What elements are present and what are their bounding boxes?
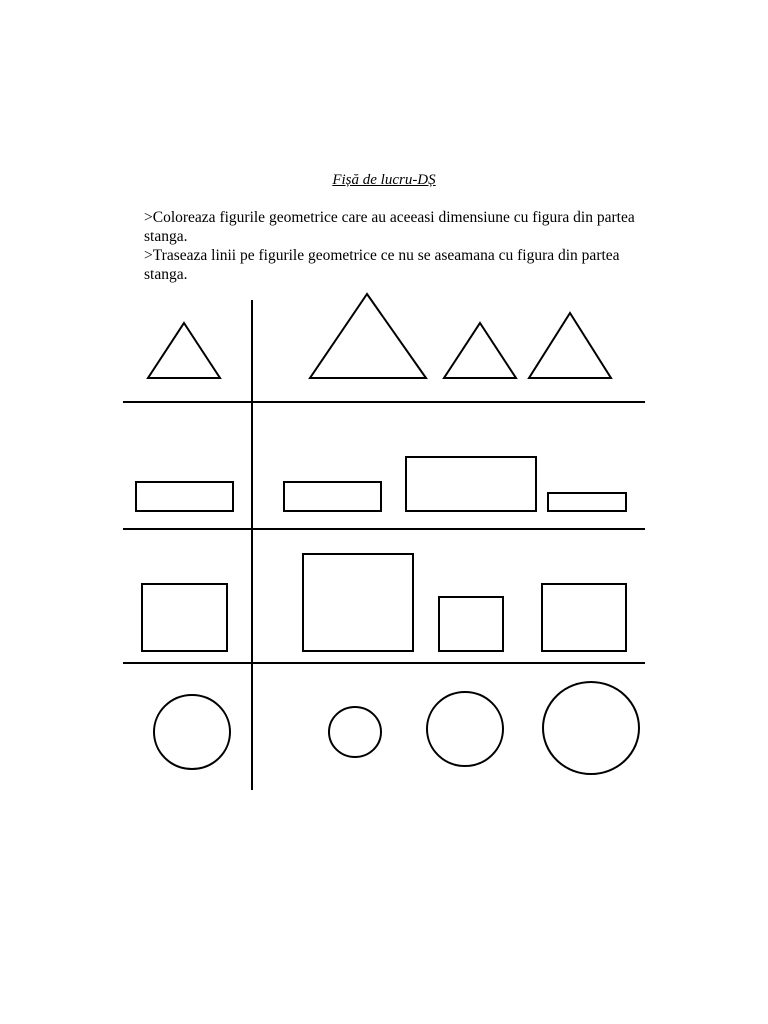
option-square-small[interactable] <box>439 597 503 651</box>
option-triangle-medium[interactable] <box>529 313 611 378</box>
option-circle-large[interactable] <box>543 682 639 774</box>
instruction-trace: >Traseaza linii pe figurile geometrice ce nu se aseamana cu figura din partea stanga. <box>144 247 620 283</box>
option-square-large[interactable] <box>303 554 413 651</box>
worksheet-title: Fișă de lucru-DȘ <box>332 172 436 188</box>
option-triangle-large[interactable] <box>310 294 426 378</box>
instruction-color: >Coloreaza figurile geometrice care au aceeasi dimensiune cu figura din partea stanga. <box>144 209 635 245</box>
option-circle-same[interactable] <box>427 692 503 766</box>
reference-square[interactable] <box>142 584 227 651</box>
option-rectangle-thin[interactable] <box>548 493 626 511</box>
reference-rectangle[interactable] <box>136 482 233 511</box>
reference-triangle[interactable] <box>148 323 220 378</box>
option-circle-small[interactable] <box>329 707 381 757</box>
option-triangle-small[interactable] <box>444 323 516 378</box>
option-rectangle-large[interactable] <box>406 457 536 511</box>
reference-circle[interactable] <box>154 695 230 769</box>
option-square-same[interactable] <box>542 584 626 651</box>
option-rectangle-same[interactable] <box>284 482 381 511</box>
